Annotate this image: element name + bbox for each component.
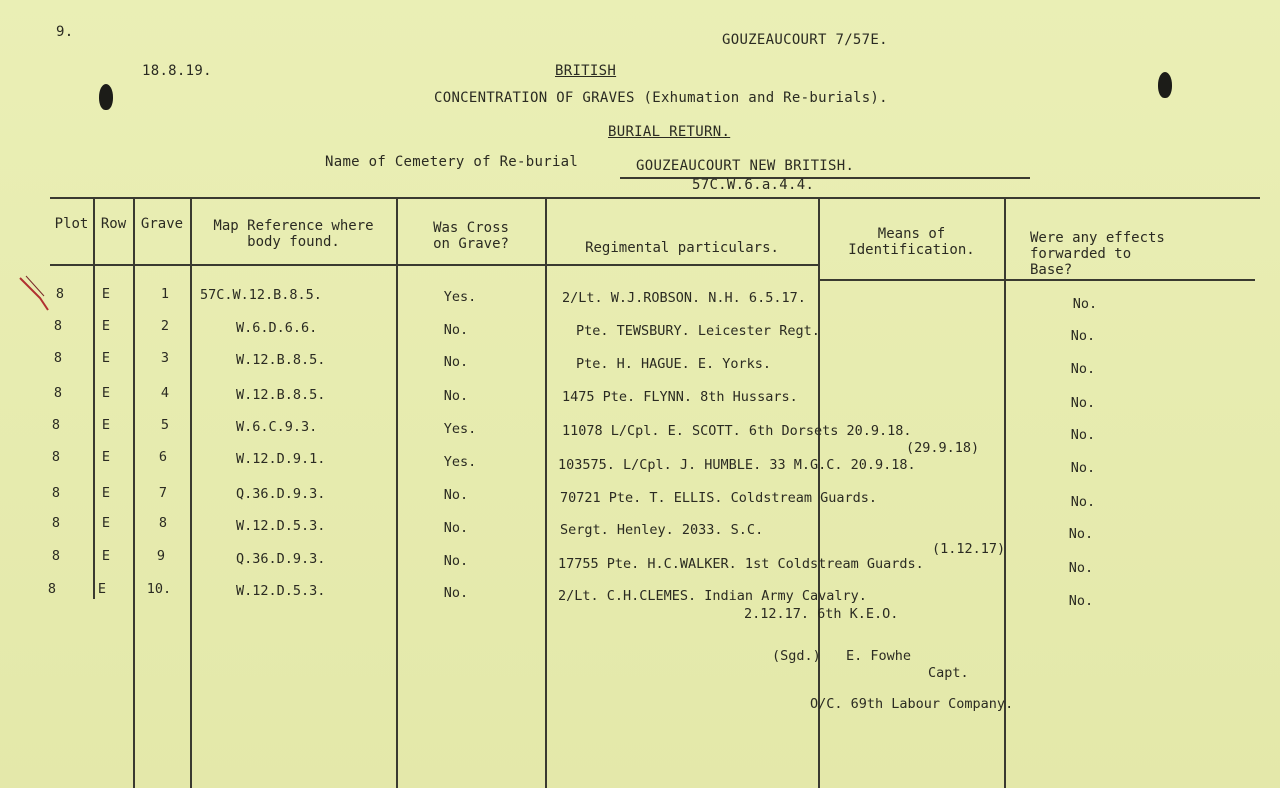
effects-cell: No.	[1070, 395, 1096, 411]
effects-cell: No.	[1068, 526, 1094, 542]
particulars-cell: 17755 Pte. H.C.WALKER. 1st Coldstream Guards.	[558, 556, 924, 572]
document-subtitle: BURIAL RETURN.	[608, 124, 731, 140]
grave-cell: 8	[158, 515, 168, 531]
plot-cell: 8	[51, 449, 61, 465]
map-reference-cell: 57C.W.12.B.8.5.	[200, 287, 322, 303]
plot-cell: 8	[53, 385, 63, 401]
row-cell: E	[101, 548, 111, 564]
table-header-rule-right	[820, 279, 1255, 281]
signatory-unit: O/C. 69th Labour Company.	[810, 696, 1014, 712]
grave-cell: 9	[156, 548, 166, 564]
column-divider	[396, 199, 398, 788]
punch-hole-left-icon	[99, 84, 113, 110]
cross-cell: No.	[443, 553, 469, 569]
grave-cell: 1	[160, 286, 170, 302]
nationality-heading: BRITISH	[555, 63, 617, 79]
particulars-note: (29.9.18)	[906, 440, 980, 456]
cross-cell: No.	[443, 322, 469, 338]
plot-cell: 8	[51, 548, 61, 564]
cemetery-name: GOUZEAUCOURT NEW BRITISH.	[636, 158, 855, 174]
column-divider	[93, 199, 95, 599]
signatory-name: E. Fowhe	[846, 648, 912, 664]
effects-cell: No.	[1068, 593, 1094, 609]
plot-cell: 8	[55, 286, 65, 302]
particulars-cell: 2/Lt. W.J.ROBSON. N.H. 6.5.17.	[562, 290, 806, 306]
grave-cell: 4	[160, 385, 170, 401]
column-header-effects: Were any effects forwarded to Base?	[1030, 230, 1165, 278]
grave-cell: 6	[158, 449, 168, 465]
signatory-rank: Capt.	[928, 665, 969, 681]
row-cell: E	[101, 485, 111, 501]
effects-cell: No.	[1072, 296, 1098, 312]
effects-cell: No.	[1070, 460, 1096, 476]
particulars-cell: 11078 L/Cpl. E. SCOTT. 6th Dorsets 20.9.18.	[562, 423, 912, 439]
particulars-cell: 1475 Pte. FLYNN. 8th Hussars.	[562, 389, 798, 405]
effects-cell: No.	[1070, 427, 1096, 443]
map-reference-cell: W.12.D.5.3.	[236, 583, 326, 599]
row-cell: E	[101, 449, 111, 465]
map-reference-cell: W.6.C.9.3.	[236, 419, 318, 435]
plot-cell: 8	[53, 350, 63, 366]
effects-cell: No.	[1070, 328, 1096, 344]
grave-cell: 3	[160, 350, 170, 366]
particulars-cell-continued: 2.12.17. 6th K.E.O.	[744, 606, 899, 622]
map-reference-cell: W.12.D.9.1.	[236, 451, 326, 467]
map-reference-cell: W.12.D.5.3.	[236, 518, 326, 534]
particulars-cell: Sergt. Henley. 2033. S.C.	[560, 522, 764, 538]
effects-cell: No.	[1070, 494, 1096, 510]
plot-cell: 8	[47, 581, 57, 597]
row-cell: E	[97, 581, 107, 597]
cross-cell: No.	[443, 585, 469, 601]
cross-cell: Yes.	[443, 421, 477, 437]
column-header-row: Row	[100, 216, 127, 232]
column-divider	[190, 199, 192, 788]
particulars-cell: Pte. TEWSBURY. Leicester Regt.	[576, 323, 820, 339]
cross-cell: No.	[443, 354, 469, 370]
signed-marker: (Sgd.)	[772, 648, 821, 664]
effects-cell: No.	[1070, 361, 1096, 377]
particulars-cell: Pte. H. HAGUE. E. Yorks.	[576, 356, 772, 372]
column-header-plot: Plot	[54, 216, 89, 232]
particulars-cell: 2/Lt. C.H.CLEMES. Indian Army Cavalry.	[558, 588, 867, 604]
map-reference-cell: W.12.B.8.5.	[236, 387, 326, 403]
cross-cell: No.	[443, 388, 469, 404]
cross-cell: Yes.	[443, 454, 477, 470]
cross-cell: No.	[443, 520, 469, 536]
column-divider	[133, 199, 135, 788]
plot-cell: 8	[53, 318, 63, 334]
grave-cell: 10.	[146, 581, 172, 597]
table-header-rule	[50, 264, 820, 266]
row-cell: E	[101, 286, 111, 302]
plot-cell: 8	[51, 485, 61, 501]
particulars-note: (1.12.17)	[932, 541, 1006, 557]
map-reference-cell: Q.36.D.9.3.	[236, 551, 326, 567]
plot-cell: 8	[51, 515, 61, 531]
grave-cell: 7	[158, 485, 168, 501]
row-cell: E	[101, 515, 111, 531]
cross-cell: Yes.	[443, 289, 477, 305]
cemetery-label: Name of Cemetery of Re-burial	[325, 154, 579, 170]
map-reference-cell: W.12.B.8.5.	[236, 352, 326, 368]
document-title: CONCENTRATION OF GRAVES (Exhumation and Re-burials).	[434, 90, 888, 106]
page-number: 9.	[56, 24, 74, 40]
particulars-cell: 103575. L/Cpl. J. HUMBLE. 33 M.G.C. 20.9.18.	[558, 457, 916, 473]
cemetery-reference: 57C.W.6.a.4.4.	[692, 177, 815, 193]
plot-cell: 8	[51, 417, 61, 433]
grave-cell: 2	[160, 318, 170, 334]
column-header-regimental: Regimental particulars.	[585, 240, 779, 256]
row-cell: E	[101, 350, 111, 366]
column-header-cross: Was Cross on Grave?	[433, 220, 509, 252]
document-date: 18.8.19.	[142, 63, 212, 79]
column-header-map-reference: Map Reference where body found.	[213, 218, 374, 250]
location-reference: GOUZEAUCOURT 7/57E.	[722, 32, 888, 48]
map-reference-cell: Q.36.D.9.3.	[236, 486, 326, 502]
punch-hole-right-icon	[1158, 72, 1172, 98]
column-header-means: Means of Identification.	[848, 226, 975, 258]
table-top-rule	[50, 197, 1260, 199]
cemetery-name-underline	[620, 177, 1030, 179]
row-cell: E	[101, 385, 111, 401]
column-divider	[545, 199, 547, 788]
grave-cell: 5	[160, 417, 170, 433]
column-header-grave: Grave	[140, 216, 184, 232]
row-cell: E	[101, 417, 111, 433]
cross-cell: No.	[443, 487, 469, 503]
effects-cell: No.	[1068, 560, 1094, 576]
particulars-cell: 70721 Pte. T. ELLIS. Coldstream Guards.	[560, 490, 877, 506]
row-cell: E	[101, 318, 111, 334]
map-reference-cell: W.6.D.6.6.	[236, 320, 318, 336]
